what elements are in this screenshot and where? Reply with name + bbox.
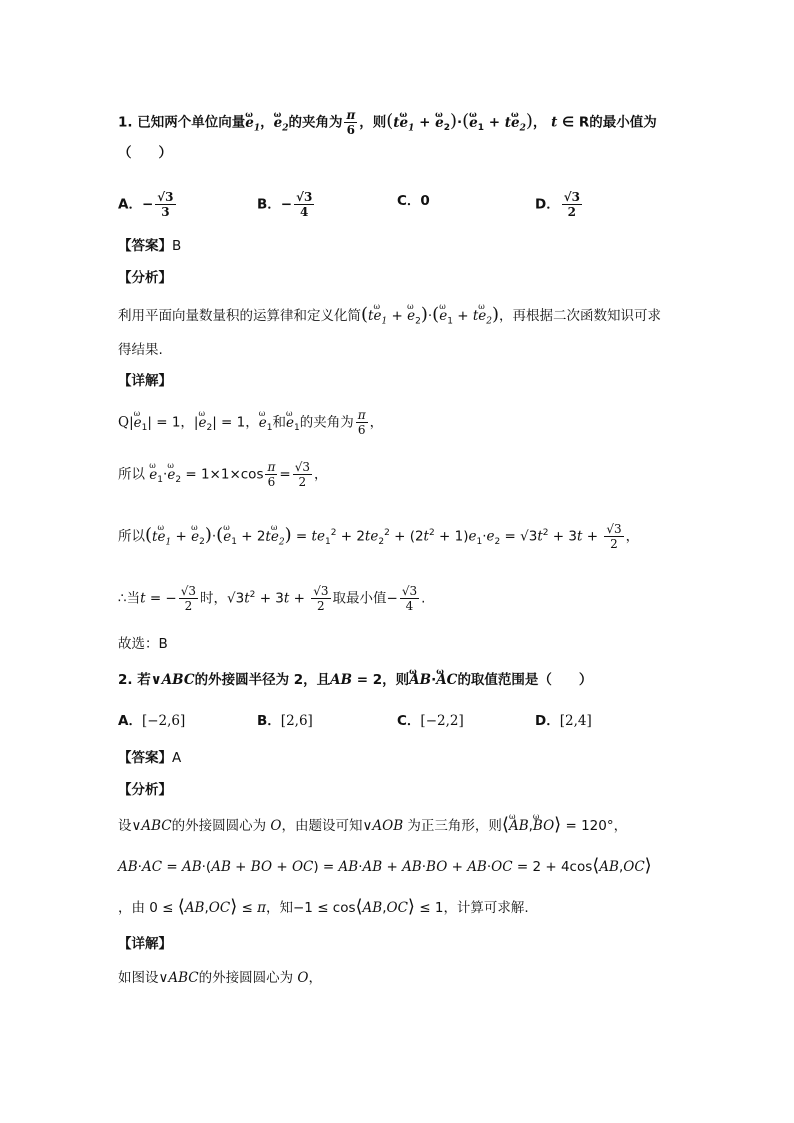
detail-2-label: 【详解】 [118,936,172,952]
detail-2-line-1: 如图设∨ABC的外接圆圆心为 O， [118,970,322,986]
detail-1-line-4: ∴当t = − $\frac{√3}{2}$ 时，$√3t^2 + 3t$ + $\frac{√3}{2}$ 取最小值− $\frac{√3}{4}$ . [118,584,426,613]
option-2a: A．[−2,6] [118,713,186,729]
question-number: 1. [118,114,133,131]
option-2c: C．[−2,2] [397,713,464,729]
analysis-1-label: 【分析】 [118,270,172,286]
option-2b: B．[2,6] [257,713,313,729]
detail-1-line-2: 所以 ω $e_1\cdot\omega$ $e_2 = 1\times 1\times\cos$ $\frac{\pi}{6}$ = $\frac{√3}{2}$ ， [118,460,327,490]
detail-1-line-1: Q|ω $e_1| = 1$，|ω $e_2| = 1$，ω $e_1$和ω $e_1$的夹角为 $\frac{\pi}{6}$ ， [118,408,383,438]
option-c: C．0 [397,193,430,209]
option-d: D． $\frac{√3}{2}$ [535,190,580,219]
option-a: A．− $\frac{√3}{3}$ [118,190,174,219]
analysis-1-text: 利用平面向量数量积的运算律和定义化简(tω $e_1 + \omega$ $e_2)\cdot(\omega$ $e_1 + t\omega$ $e_2$)，再根据二次函数知识可求 [118,305,661,332]
detail-1-label: 【详解】 [118,373,172,389]
analysis-2-line-1: 设∨ABC的外接圆圆心为 O，由题设可知∨AOB 为正三角形，则⟨ω AB,ω BO⟩ = 120°， [118,815,627,836]
answer-1: 【答案】B [118,238,182,254]
conclusion-1: 故选：B [118,636,168,652]
fraction-pi-6: $\frac{\pi}{6}$ [346,108,356,137]
vector-e1: ω $e_1$ [245,113,260,139]
option-2d: D．[2,4] [535,713,592,729]
detail-1-line-3: 所以(tω $e_1 + \omega$ $e_2)\cdot(\omega$ $e_1 + 2t\omega$ $e_2) = te_1^2 + 2te_2^2 + (2t^2 + 1)e_1\cdot e_2 = √3t^2 + 3t$ + $\frac{√3}{2}$ ， [118,522,639,552]
vector-e2: ω $e_2$ [274,113,289,139]
blank-paren: （ ） [118,145,172,161]
analysis-1-text-cont: 得结果. [118,342,163,358]
answer-2: 【答案】A [118,750,182,766]
analysis-2-line-2: AB·AC = AB·(AB + BO + OC) = AB·AB + AB·BO + AB·OC = 2 + 4cos⟨AB,OC⟩ [118,855,652,876]
analysis-2-label: 【分析】 [118,782,172,798]
option-b: B．− $\frac{√3}{4}$ [257,190,313,219]
question-2: 2. 若∨ABC的外接圆半径为 2，且AB = 2，则ω AB·ω AC的取值范围是（ ） [118,670,592,690]
question-1: 1. 已知两个单位向量ω $e_1$，ω $e_2$的夹角为 $\frac{\pi}{6}$ ，则(tω $e_1 + \omega$ $e_2)\cdot(\omega$ $e_1 + t\omega$ $e_2$)， t ∈ R的最小值为 [118,108,657,138]
analysis-2-line-3: ，由 0 ≤ ⟨AB,OC⟩ ≤ π，知−1 ≤ cos⟨AB,OC⟩ ≤ 1，计算可求解. [118,896,529,917]
